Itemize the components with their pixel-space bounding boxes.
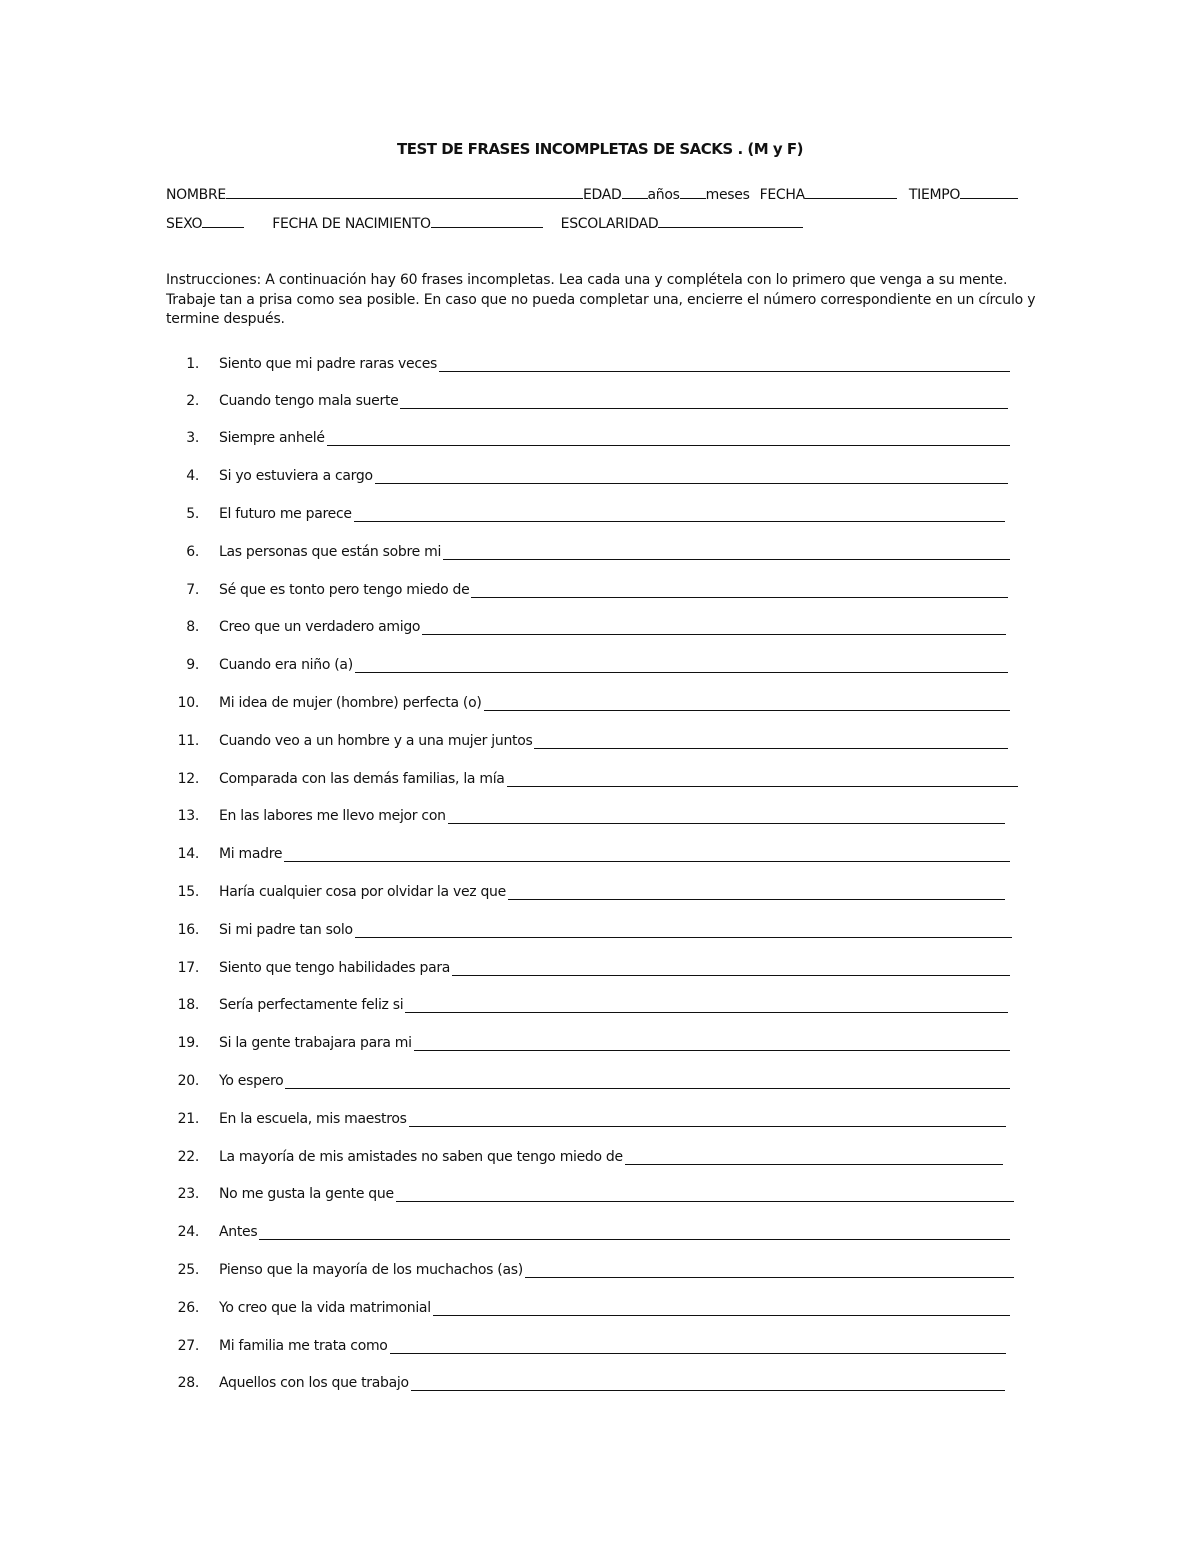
escolaridad-label: ESCOLARIDAD <box>560 216 659 232</box>
item-prompt: Yo espero <box>219 1073 284 1089</box>
fecha-label: FECHA <box>759 187 805 203</box>
item-number: 20. <box>177 1073 199 1089</box>
sentence-item <box>0 615 1200 653</box>
item-number: 2. <box>186 393 199 409</box>
answer-blank[interactable] <box>507 786 1018 787</box>
item-prompt: La mayoría de mis amistades no saben que tengo miedo de <box>219 1149 623 1165</box>
answer-blank[interactable] <box>285 1088 1010 1089</box>
answer-blank[interactable] <box>390 1353 1006 1354</box>
answer-blank[interactable] <box>414 1050 1010 1051</box>
meses-label: meses <box>705 187 750 203</box>
item-number: 25. <box>177 1262 199 1278</box>
sexo-label: SEXO <box>166 216 203 232</box>
item-number: 15. <box>177 884 199 900</box>
item-prompt: Mi madre <box>219 846 283 862</box>
sentence-item <box>0 1371 1200 1409</box>
item-prompt: Creo que un verdadero amigo <box>219 619 421 635</box>
item-number: 16. <box>177 922 199 938</box>
nombre-label: NOMBRE <box>166 187 226 203</box>
sentence-item <box>0 578 1200 615</box>
item-number: 18. <box>177 997 199 1013</box>
item-prompt: Siento que tengo habilidades para <box>219 960 451 976</box>
item-prompt: Antes <box>219 1224 258 1240</box>
answer-blank[interactable] <box>354 521 1005 522</box>
item-number: 24. <box>177 1224 199 1240</box>
header-row-2 <box>166 215 803 232</box>
item-prompt: Sé que es tonto pero tengo miedo de <box>219 582 470 598</box>
sentence-item <box>0 1069 1200 1107</box>
sentence-item <box>0 1145 1200 1182</box>
sentence-item <box>0 1220 1200 1258</box>
answer-blank[interactable] <box>405 1012 1008 1013</box>
meses-blank[interactable] <box>680 186 706 199</box>
document-title: TEST DE FRASES INCOMPLETAS DE SACKS . (M y F) <box>397 140 803 158</box>
answer-blank[interactable] <box>452 975 1010 976</box>
fecha-nacimiento-blank[interactable] <box>431 215 543 228</box>
item-number: 17. <box>177 960 199 976</box>
answer-blank[interactable] <box>508 899 1005 900</box>
item-number: 28. <box>177 1375 199 1391</box>
sentence-item <box>0 880 1200 918</box>
answer-blank[interactable] <box>259 1239 1010 1240</box>
item-number: 11. <box>177 733 199 749</box>
item-prompt: Aquellos con los que trabajo <box>219 1375 409 1391</box>
item-prompt: Sería perfectamente feliz si <box>219 997 404 1013</box>
item-prompt: Si la gente trabajara para mi <box>219 1035 412 1051</box>
item-prompt: Las personas que están sobre mi <box>219 544 442 560</box>
sentence-item <box>0 502 1200 540</box>
item-number: 13. <box>177 808 199 824</box>
answer-blank[interactable] <box>433 1315 1010 1316</box>
answer-blank[interactable] <box>448 823 1005 824</box>
sentence-item <box>0 464 1200 502</box>
item-prompt: Mi idea de mujer (hombre) perfecta (o) <box>219 695 482 711</box>
instructions-paragraph: Instrucciones: A continuación hay 60 frases incompletas. Lea cada una y complétela con lo primero que venga a su mente. Trabaje tan a prisa como sea posible. En caso que no pueda completar una, encierre el número correspondiente en un círculo y termine después. <box>166 272 1036 327</box>
item-number: 12. <box>177 771 199 787</box>
answer-blank[interactable] <box>400 408 1008 409</box>
item-number: 21. <box>177 1111 199 1127</box>
sentence-item <box>0 1182 1200 1220</box>
item-prompt: El futuro me parece <box>219 506 352 522</box>
sexo-blank[interactable] <box>202 215 244 228</box>
item-number: 4. <box>186 468 199 484</box>
anos-label: años <box>647 187 680 203</box>
sentence-item <box>0 956 1200 993</box>
item-prompt: Siento que mi padre raras veces <box>219 356 438 372</box>
nombre-blank[interactable] <box>226 186 583 199</box>
item-prompt: Yo creo que la vida matrimonial <box>219 1300 431 1316</box>
answer-blank[interactable] <box>409 1126 1006 1127</box>
item-prompt: En las labores me llevo mejor con <box>219 808 446 824</box>
item-number: 7. <box>186 582 199 598</box>
sentence-item <box>0 842 1200 880</box>
item-prompt: Pienso que la mayoría de los muchachos (as) <box>219 1262 523 1278</box>
answer-blank[interactable] <box>534 748 1008 749</box>
answer-blank[interactable] <box>396 1201 1014 1202</box>
answer-blank[interactable] <box>439 371 1010 372</box>
item-number: 6. <box>186 544 199 560</box>
sentence-item <box>0 804 1200 842</box>
answer-blank[interactable] <box>422 634 1006 635</box>
item-prompt: Cuando era niño (a) <box>219 657 353 673</box>
edad-blank[interactable] <box>622 186 648 199</box>
item-number: 1. <box>186 356 199 372</box>
sentence-item <box>0 1107 1200 1145</box>
header-row-1 <box>166 186 1018 203</box>
answer-blank[interactable] <box>411 1390 1005 1391</box>
item-prompt: Cuando veo a un hombre y a una mujer juntos <box>219 733 533 749</box>
item-number: 19. <box>177 1035 199 1051</box>
item-number: 5. <box>186 506 199 522</box>
item-prompt: Siempre anhelé <box>219 430 325 446</box>
fecha-nacimiento-label: FECHA DE NACIMIENTO <box>272 216 431 232</box>
item-number: 27. <box>177 1338 199 1354</box>
item-number: 9. <box>186 657 199 673</box>
sentence-item <box>0 1296 1200 1334</box>
sentence-item <box>0 993 1200 1031</box>
answer-blank[interactable] <box>355 672 1008 673</box>
sentence-item <box>0 918 1200 956</box>
item-prompt: Cuando tengo mala suerte <box>219 393 399 409</box>
answer-blank[interactable] <box>443 559 1010 560</box>
sentence-item <box>0 540 1200 578</box>
item-number: 10. <box>177 695 199 711</box>
item-number: 3. <box>186 430 199 446</box>
item-number: 23. <box>177 1186 199 1202</box>
item-number: 14. <box>177 846 199 862</box>
sentence-list <box>0 352 1200 1409</box>
sentence-item <box>0 653 1200 691</box>
answer-blank[interactable] <box>327 445 1010 446</box>
answer-blank[interactable] <box>484 710 1010 711</box>
sentence-item <box>0 729 1200 767</box>
sentence-item <box>0 1334 1200 1371</box>
answer-blank[interactable] <box>525 1277 1014 1278</box>
tiempo-label: TIEMPO <box>908 187 961 203</box>
sentence-item <box>0 352 1200 389</box>
escolaridad-blank[interactable] <box>658 215 803 228</box>
item-number: 22. <box>177 1149 199 1165</box>
edad-label: EDAD <box>582 187 622 203</box>
item-prompt: Si mi padre tan solo <box>219 922 353 938</box>
answer-blank[interactable] <box>471 597 1008 598</box>
item-number: 26. <box>177 1300 199 1316</box>
tiempo-blank[interactable] <box>960 186 1018 199</box>
sentence-item <box>0 389 1200 426</box>
sentence-item <box>0 1258 1200 1296</box>
answer-blank[interactable] <box>284 861 1010 862</box>
answer-blank[interactable] <box>625 1164 1003 1165</box>
item-prompt: No me gusta la gente que <box>219 1186 394 1202</box>
sentence-item <box>0 1031 1200 1069</box>
item-prompt: Si yo estuviera a cargo <box>219 468 373 484</box>
fecha-blank[interactable] <box>805 186 897 199</box>
item-prompt: Mi familia me trata como <box>219 1338 388 1354</box>
sentence-item <box>0 426 1200 464</box>
answer-blank[interactable] <box>355 937 1012 938</box>
sentence-item <box>0 691 1200 729</box>
item-prompt: Comparada con las demás familias, la mía <box>219 771 505 787</box>
answer-blank[interactable] <box>375 483 1008 484</box>
item-number: 8. <box>186 619 199 635</box>
sentence-item <box>0 767 1200 804</box>
item-prompt: En la escuela, mis maestros <box>219 1111 407 1127</box>
item-prompt: Haría cualquier cosa por olvidar la vez que <box>219 884 506 900</box>
